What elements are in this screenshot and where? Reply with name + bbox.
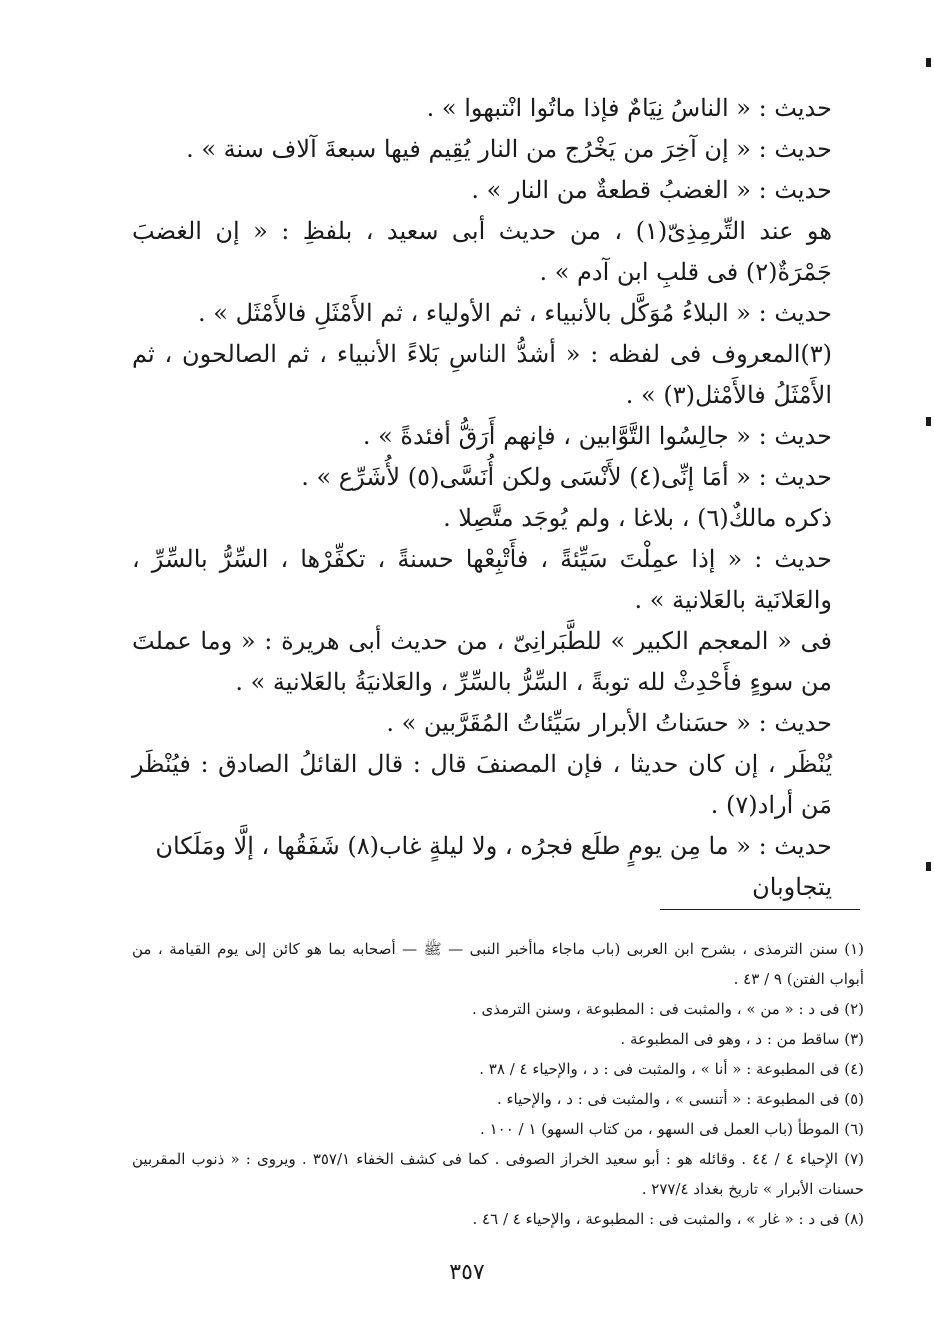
commentary-paragraph: يُنْظَر ، إن كان حديثا ، فإن المصنفَ قال : قال القائلُ الصادق : فيُنْظَر مَن أراد(٧) . xyxy=(132,750,832,819)
footnotes-section xyxy=(132,934,864,1234)
hadith-paragraph: حديث : « إذا عمِلْتَ سَيِّئةً ، فأَتْبِعْها حسنةً ، تكفِّرْها ، السِّرُّ بالسِّرِّ ، والعَلانَية بالعَلانية » . xyxy=(132,545,832,614)
footnote: (٧) الإحياء ٤ / ٤٤ . وقائله هو : أبو سعيد الخراز الصوفى . كما فى كشف الخفاء ٣٥٧/١ . ويروى : « ذنوب المقربين حسنات الأبرار » تاريخ بغداد ٢٧٧/٤ . xyxy=(132,1150,865,1198)
footnote: (٤) فى المطبوعة : « أنا » ، والمثبت فى : د ، والإحياء ٤ / ٣٨ . xyxy=(479,1060,864,1078)
hadith-paragraph: حديث : « الناسُ نِيَامٌ فإذا ماتُوا انْتبهوا » . xyxy=(426,94,832,122)
hadith-paragraph: حديث : « البلاءُ مُوَكَّل بالأنبياء ، ثم الأولياء ، ثم الأَمْثَلِ فالأَمْثَل » . xyxy=(198,299,832,327)
footnote: (٦) الموطأ (باب العمل فى السهو ، من كتاب السهو) ١ / ١٠٠ . xyxy=(480,1120,864,1138)
footnote-divider xyxy=(660,909,860,910)
margin-mark xyxy=(926,417,931,426)
hadith-paragraph: حديث : « إن آخِرَ من يَخْرُج من النار يُقِيم فيها سبعةَ آلاف سنة » . xyxy=(186,135,832,163)
commentary-paragraph: ذكره مالكٌ(٦) ، بلاغا ، ولم يُوجَد متَّصِلا . xyxy=(443,504,832,532)
footnote: (٥) فى المطبوعة : « أتنسى » ، والمثبت فى : د ، والإحياء . xyxy=(496,1090,864,1108)
hadith-paragraph: حديث : « حسَناتُ الأبرار سَيِّئاتُ المُقَرَّبين » . xyxy=(386,709,832,737)
main-text-body xyxy=(132,88,832,908)
commentary-paragraph: (٣)المعروف فى لفظه : « أشدُّ الناسِ بَلاءً الأنبياء ، ثم الصالحون ، ثم الأَمْثَلُ فالأَمْثل(٣) » . xyxy=(132,340,832,409)
footnote: (٢) فى د : « من » ، والمثبت فى : المطبوعة ، وسنن الترمذى . xyxy=(471,1000,864,1018)
footnote: (١) سنن الترمذى ، بشرح ابن العربى (باب ماجاء ماأخبر النبى — ﷺ — أصحابه بما هو كائن إلى يوم القيامة ، من أبواب الفتن) ٩ / ٤٣ . xyxy=(132,940,864,988)
margin-mark xyxy=(926,58,931,67)
hadith-paragraph: حديث : « جالِسُوا التَّوَّابين ، فإنهم أَرَقُّ أفئدةً » . xyxy=(362,422,832,450)
hadith-paragraph: حديث : « الغضبُ قطعةٌ من النار » . xyxy=(471,176,832,204)
footnote: (٣) ساقط من : د ، وهو فى المطبوعة . xyxy=(620,1030,864,1048)
commentary-paragraph: فى « المعجم الكبير » للطَّبَرانِىّ ، من حديث أبى هريرة : « وما عملتَ من سوءٍ فأَحْدِثْ لله توبةً ، السِّرُّ بالسِّرِّ ، والعَلانيَةُ بالعَلانية » . xyxy=(132,627,832,696)
margin-mark xyxy=(926,862,931,871)
page-number: ٣٥٧ xyxy=(449,1260,485,1285)
hadith-paragraph: حديث : « ما مِن يومٍ طلَع فجرُه ، ولا ليلةٍ غاب(٨) شَفَقُها ، إلَّا ومَلَكان يتجاوبان xyxy=(155,832,832,901)
commentary-paragraph: هو عند التِّرمِذِىّ(١) ، من حديث أبى سعيد ، بلفظِ : « إن الغضبَ جَمْرَةٌ(٢) فى قلبِ ابن آدم » . xyxy=(132,217,832,286)
hadith-paragraph: حديث : « أمَا إنِّى(٤) لأَنْسَى ولكن أُنَسَّى(٥) لأُشَرِّع » . xyxy=(301,463,832,491)
footnote: (٨) فى د : « غار » ، والمثبت فى : المطبوعة ، والإحياء ٤ / ٤٦ . xyxy=(472,1210,864,1228)
